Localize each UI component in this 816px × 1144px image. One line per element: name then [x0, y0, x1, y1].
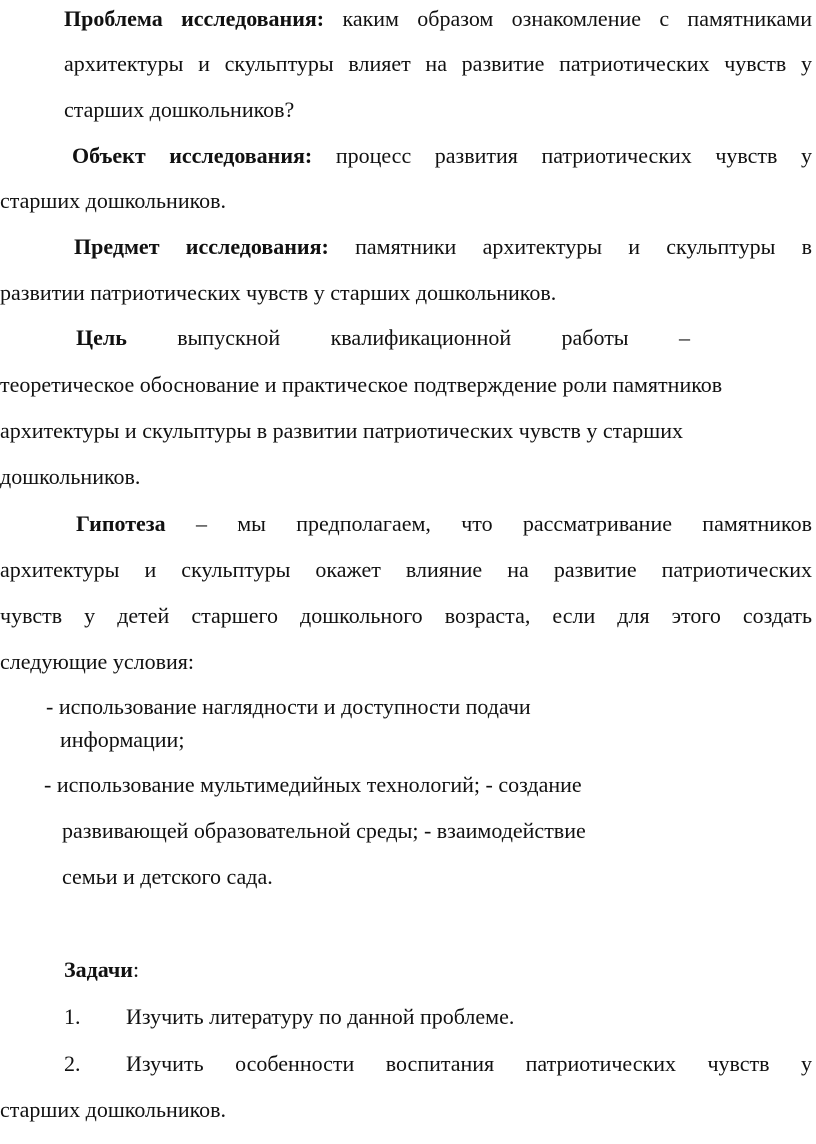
condition-2-line-1: - использование мультимедийных технологий; - создание [44, 772, 582, 797]
object-label: Объект исследования: [72, 143, 313, 168]
tasks-heading [64, 957, 816, 983]
hypothesis-line-2: архитектуры и скульптуры окажет влияние на развитие патриотических [0, 557, 812, 582]
hypothesis-label: Гипотеза [76, 511, 166, 536]
subject-label: Предмет исследования: [74, 234, 329, 259]
problem-line-2: архитектуры и скульптуры влияет на развитие патриотических чувств у [64, 51, 812, 76]
goal-label: Цель [76, 325, 127, 350]
task-2-text-2: старших дошкольников. [0, 1097, 227, 1122]
problem-label: Проблема исследования: [64, 6, 325, 31]
condition-2-line-3: семьи и детского сада. [62, 864, 273, 889]
hypothesis-text-1: – мы предполагаем, что рассматривание памятников [165, 511, 812, 536]
task-1-text: Изучить литературу по данной проблеме. [126, 1004, 515, 1029]
problem-text-1: каким образом ознакомление с памятниками [324, 6, 812, 31]
task-1-number: 1. [64, 1004, 81, 1029]
condition-1-line-1: - использование наглядности и доступности подачи [46, 694, 531, 719]
object-line-2: старших дошкольников. [0, 188, 227, 213]
object-text-1: процесс развития патриотических чувств у [312, 143, 812, 168]
condition-1-line-2: информации; [60, 727, 185, 752]
goal-line-2: теоретическое обоснование и практическое подтверждение роли памятников [0, 372, 723, 397]
object-line-1 [72, 143, 812, 169]
goal-line-4: дошкольников. [0, 464, 141, 489]
condition-2-line-2: развивающей образовательной среды; - взаимодействие [62, 818, 586, 843]
problem-line-3: старших дошкольников? [64, 97, 295, 122]
task-2-number: 2. [64, 1051, 81, 1076]
goal-line-1 [76, 325, 690, 351]
tasks-colon: : [132, 957, 140, 982]
hypothesis-line-3: чувств у детей старшего дошкольного возраста, если для этого создать [0, 603, 812, 628]
goal-text-1: выпускной квалификационной работы – [126, 325, 690, 350]
subject-line-2: развитии патриотических чувств у старших дошкольников. [0, 280, 557, 305]
hypothesis-line-4: следующие условия: [0, 649, 194, 674]
tasks-label: Задачи [64, 957, 133, 982]
hypothesis-line-1 [76, 511, 812, 537]
task-2-text-1: Изучить особенности воспитания патриотических чувств у [126, 1051, 812, 1076]
goal-line-3: архитектуры и скульптуры в развитии патриотических чувств у старших [0, 418, 683, 443]
problem-line-1 [64, 6, 812, 32]
subject-text-1: памятники архитектуры и скульптуры в [328, 234, 812, 259]
subject-line-1 [74, 234, 812, 260]
